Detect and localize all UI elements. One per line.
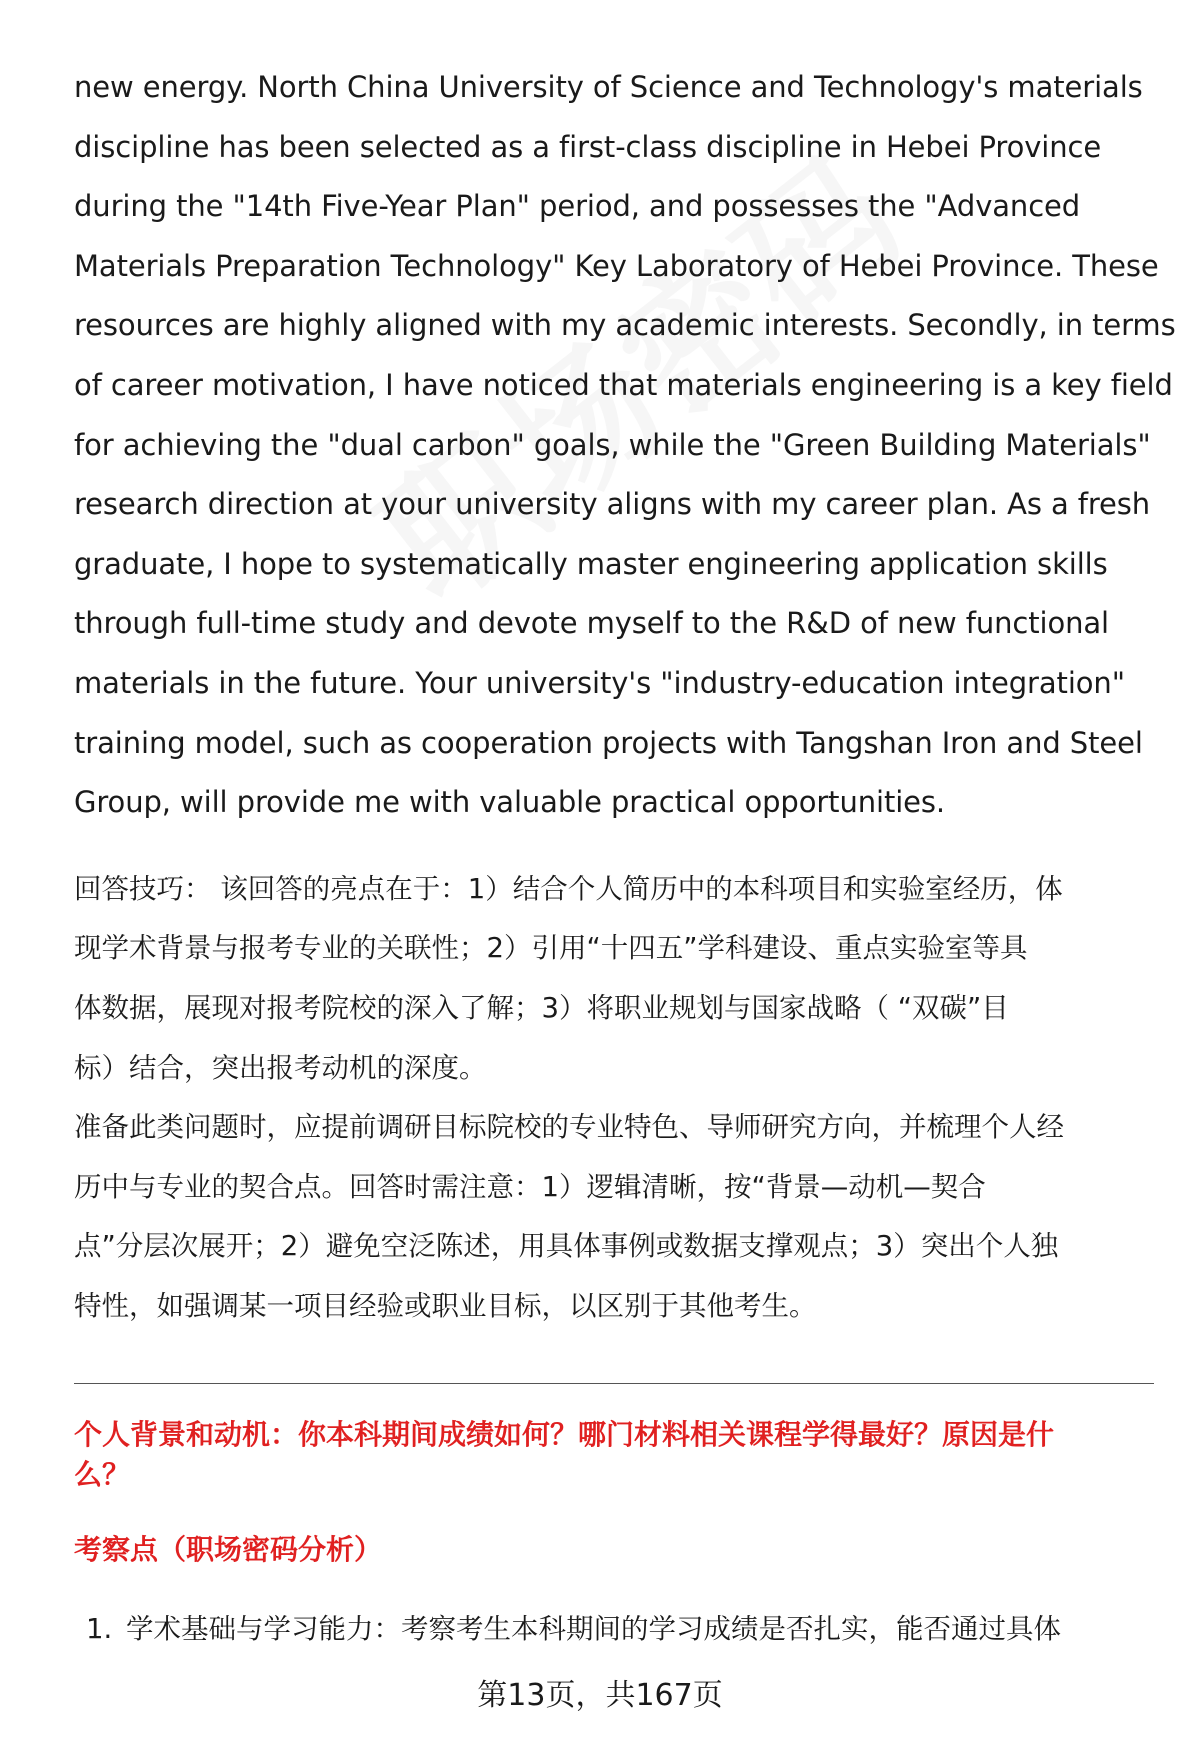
answer-line: Materials Preparation Technology" Key Laboratory of Hebei Province. These <box>74 248 1159 283</box>
tips-line: 标）结合，突出报考动机的深度。 <box>74 1051 487 1084</box>
answer-line: for achieving the "dual carbon" goals, while the "Green Building Materials" <box>74 427 1151 462</box>
tips-line: 历中与专业的契合点。回答时需注意：1）逻辑清晰，按“背景—动机—契合 <box>74 1170 986 1203</box>
answer-line: through full-time study and devote myself to the R&D of new functional <box>74 606 1110 641</box>
answer-line: during the "14th Five-Year Plan" period, and possesses the "Advanced <box>74 189 1081 224</box>
tips-line: 特性，如强调某一项目经验或职业目标，以区别于其他考生。 <box>74 1289 817 1322</box>
answer-line: of career motivation, I have noticed that materials engineering is a key field <box>74 367 1173 402</box>
section-divider <box>74 1383 1154 1384</box>
list-item-number: 1. <box>86 1613 113 1645</box>
answer-line: resources are highly aligned with my academic interests. Secondly, in terms <box>74 308 1176 343</box>
tips-line: 准备此类问题时，应提前调研目标院校的专业特色、导师研究方向，并梳理个人经 <box>74 1111 1064 1144</box>
list-item <box>86 1609 1061 1649</box>
answer-line: training model, such as cooperation projects with Tangshan Iron and Steel <box>74 725 1143 760</box>
answer-line: Group, will provide me with valuable practical opportunities. <box>74 785 946 820</box>
answer-line: research direction at your university aligns with my career plan. As a fresh <box>74 487 1151 522</box>
list-item-text: 学术基础与学习能力：考察考生本科期间的学习成绩是否扎实，能否通过具体 <box>126 1613 1061 1645</box>
question-heading <box>74 1415 1154 1495</box>
question-line: 么？ <box>74 1458 131 1491</box>
answer-tips <box>74 860 1154 1337</box>
page-number-footer: 第13页，共167页 <box>477 1678 723 1713</box>
answer-line: new energy. North China University of Science and Technology's materials <box>74 70 1143 104</box>
tips-line: 回答技巧： 该回答的亮点在于：1）结合个人简历中的本科项目和实验室经历，体 <box>74 872 1063 905</box>
tips-line: 现学术背景与报考专业的关联性；2）引用“十四五”学科建设、重点实验室等具 <box>74 932 1028 965</box>
tips-line: 点”分层次展开；2）避免空泛陈述，用具体事例或数据支撑观点；3）突出个人独 <box>74 1230 1059 1263</box>
answer-line: graduate, I hope to systematically master engineering application skills <box>74 546 1108 581</box>
tips-line: 体数据，展现对报考院校的深入了解；3）将职业规划与国家战略（ “双碳”目 <box>74 991 1009 1024</box>
answer-line: materials in the future. Your university's "industry-education integration" <box>74 665 1125 700</box>
section-heading: 考察点（职场密码分析） <box>74 1533 383 1566</box>
answer-paragraph <box>74 58 1176 833</box>
page-body <box>74 58 1176 1336</box>
question-line: 个人背景和动机：你本科期间成绩如何？哪门材料相关课程学得最好？原因是什 <box>74 1418 1055 1451</box>
answer-line: discipline has been selected as a first-class discipline in Hebei Province <box>74 129 1102 164</box>
